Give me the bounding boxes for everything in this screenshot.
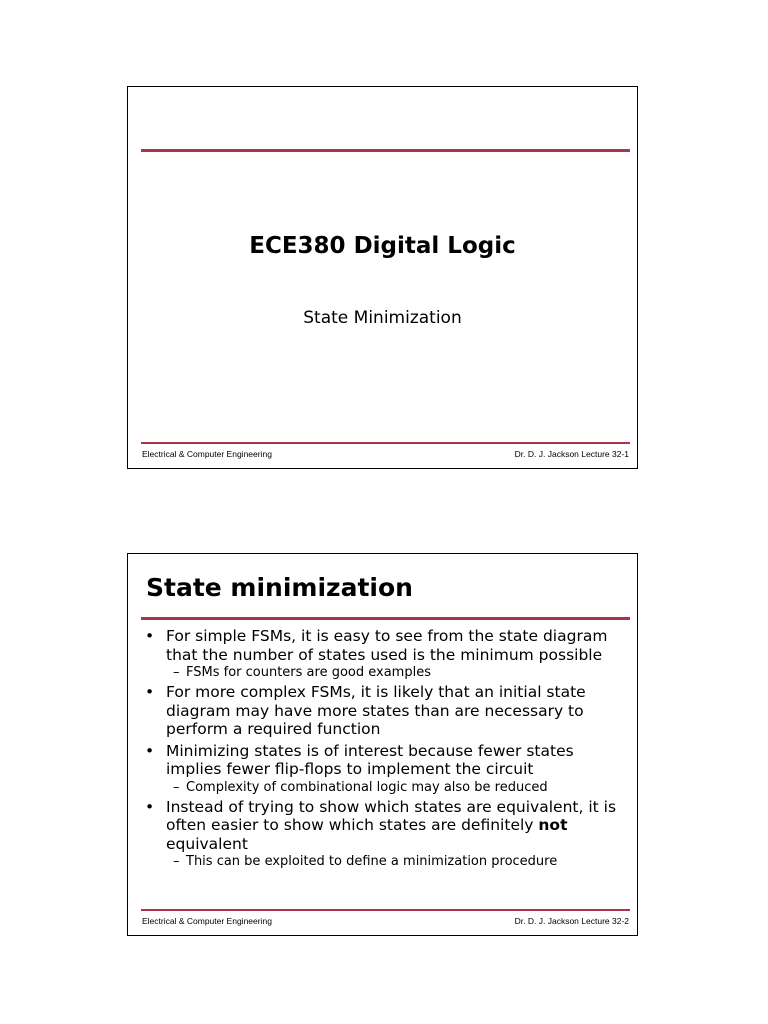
bullet-text: For more complex FSMs, it is likely that an initial state diagram may have more states than are necessary to perform a required function [166, 683, 586, 738]
footer-rule [141, 909, 630, 911]
footer-department: Electrical & Computer Engineering [142, 916, 272, 926]
sub-bullet-item [142, 853, 632, 870]
sub-bullet-text: Complexity of combinational logic may also be reduced [186, 779, 548, 795]
bullet-emphasis: not [538, 816, 568, 834]
footer-lecture: Dr. D. J. Jackson Lecture 32-1 [514, 449, 629, 459]
bullet-item [142, 683, 632, 739]
dash-icon: – [173, 854, 180, 869]
sub-bullet-text: FSMs for counters are good examples [186, 665, 431, 680]
slide-1 [127, 86, 638, 469]
sub-bullet-text: This can be exploited to define a minimization procedure [186, 854, 558, 869]
bullet-icon: • [145, 627, 155, 645]
bullet-item [142, 742, 632, 779]
bullet-item [142, 627, 632, 664]
dash-icon: – [173, 665, 180, 680]
slide-heading: State minimization [146, 573, 413, 602]
footer-department: Electrical & Computer Engineering [142, 449, 272, 459]
bullet-icon: • [145, 797, 155, 816]
bullet-icon: • [145, 741, 155, 760]
bullet-list [142, 627, 632, 872]
footer-rule [141, 442, 630, 444]
header-rule [141, 149, 630, 152]
slide-title: ECE380 Digital Logic [249, 233, 516, 259]
dash-icon: – [173, 779, 180, 795]
sub-bullet-item [142, 779, 632, 796]
bullet-text: Minimizing states is of interest because fewer states implies fewer flip-flops to implement the circuit [166, 741, 574, 778]
header-rule [141, 617, 630, 620]
slide-subtitle: State Minimization [303, 308, 462, 328]
sub-bullet-item [142, 664, 632, 681]
bullet-text-part: equivalent [166, 834, 248, 853]
bullet-text-part: Instead of trying to show which states are equivalent, it is often easier to show which states are definitely [166, 797, 617, 834]
bullet-text: For simple FSMs, it is easy to see from the state diagram that the number of states used is the minimum possible [166, 627, 608, 664]
footer-lecture: Dr. D. J. Jackson Lecture 32-2 [514, 916, 629, 926]
bullet-item [142, 798, 632, 854]
bullet-icon: • [145, 683, 155, 701]
slide-2 [127, 553, 638, 936]
